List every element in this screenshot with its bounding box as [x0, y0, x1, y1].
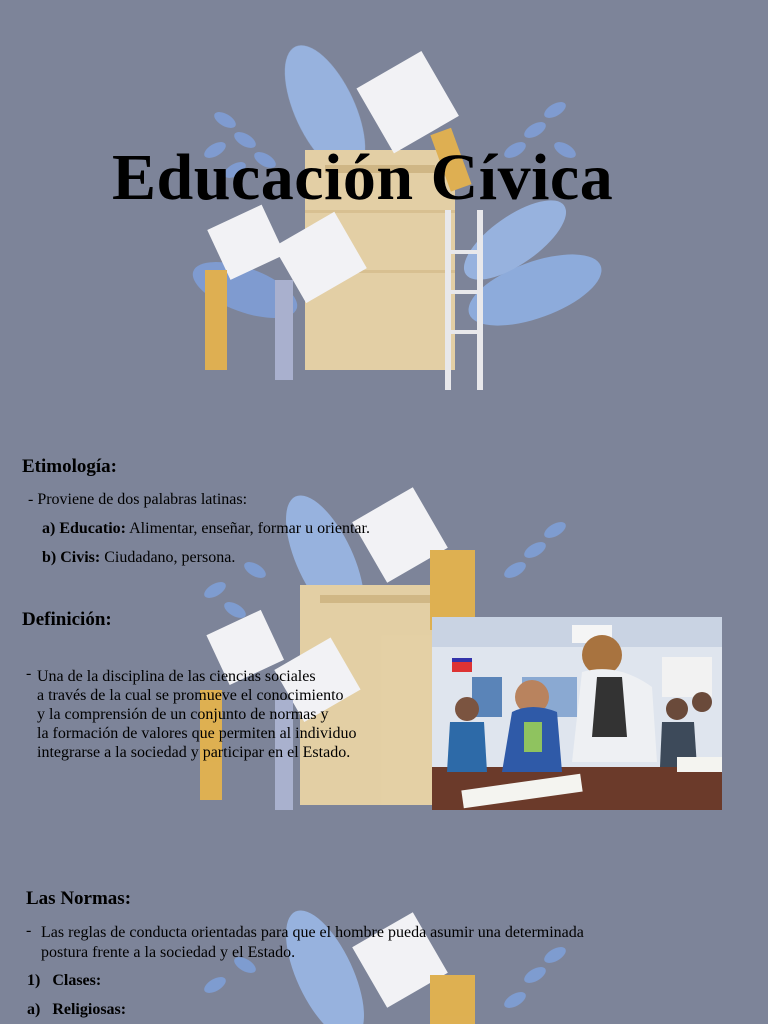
normas-list-item — [27, 971, 101, 991]
etimologia-term: a) Educatio: — [42, 520, 126, 537]
page-title: Educación Cívica — [112, 141, 614, 214]
normas-heading: Las Normas: — [26, 888, 132, 909]
etimologia-term: b) Civis: — [42, 549, 101, 566]
classroom-photo — [432, 617, 722, 810]
list-label: Religiosas: — [52, 1001, 127, 1018]
etimologia-heading: Etimología: — [22, 456, 117, 477]
definicion-line: Una de la disciplina de las ciencias sociales — [37, 668, 316, 685]
list-label: Clases: — [52, 972, 102, 989]
etimologia-intro: - Proviene de dos palabras latinas: — [28, 491, 248, 508]
etimologia-definition: Alimentar, enseñar, formar u orientar. — [126, 520, 370, 537]
bullet-dash: - — [26, 665, 32, 682]
normas-list-item — [27, 1000, 126, 1020]
ballot-box-illustration-top — [175, 40, 615, 400]
normas-line: Las reglas de conducta orientadas para que el hombre pueda asumir una determinada — [41, 924, 584, 941]
bullet-dash: - — [26, 922, 32, 939]
definicion-line: y la comprensión de un conjunto de normas y — [37, 706, 329, 723]
definicion-line: a través de la cual se promueve el conocimiento — [37, 687, 344, 704]
etimologia-definition: Ciudadano, persona. — [100, 549, 236, 566]
definicion-heading: Definición: — [22, 609, 112, 630]
list-marker: 1) — [27, 972, 41, 989]
normas-line: postura frente a la sociedad y el Estado. — [41, 944, 296, 961]
list-marker: a) — [27, 1001, 41, 1018]
etimologia-item — [42, 519, 370, 539]
definicion-line: la formación de valores que permiten al individuo — [37, 725, 357, 742]
etimologia-item — [42, 548, 235, 568]
definicion-line: integrarse a la sociedad y participar en el Estado. — [37, 744, 351, 761]
